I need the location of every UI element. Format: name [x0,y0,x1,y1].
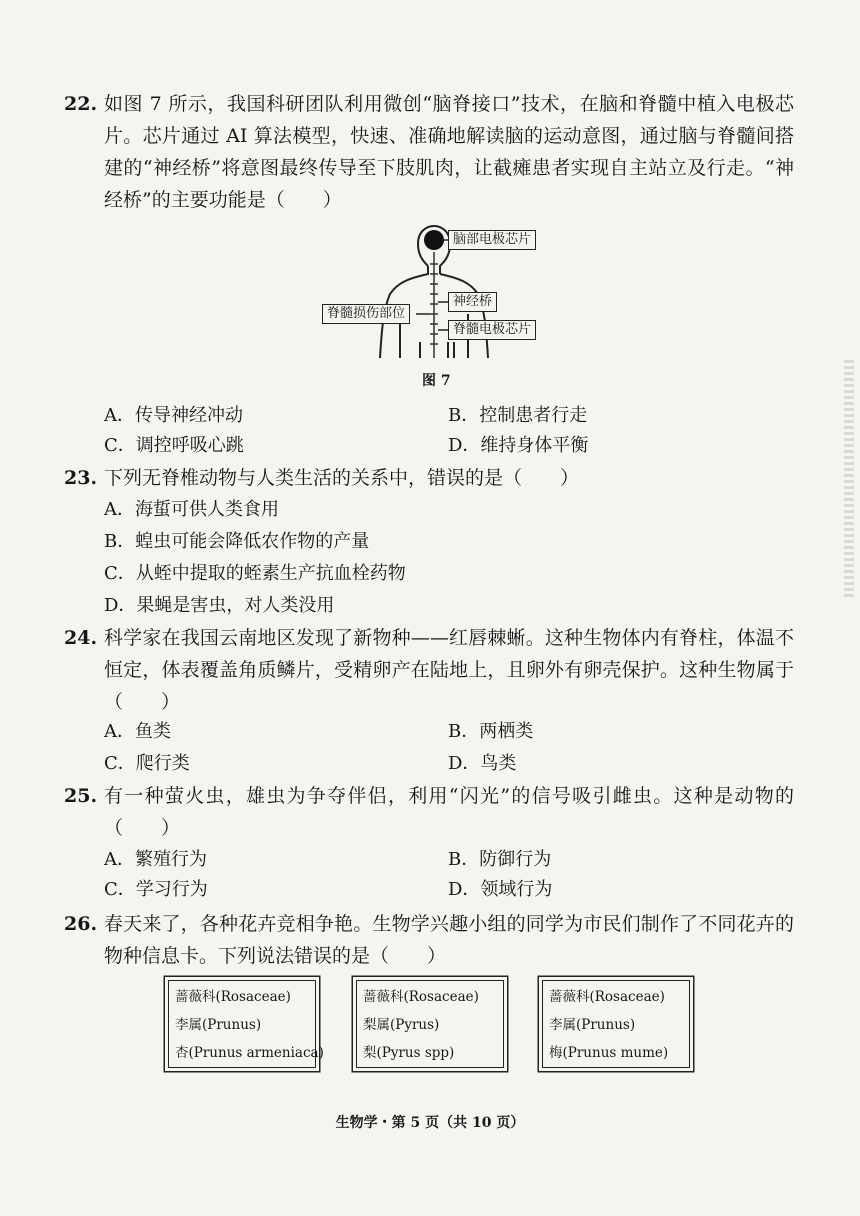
option-c[interactable]: C．学习行为 [104,879,208,900]
card-species: 梨(Pyrus spp) [363,1045,455,1061]
card-family: 蔷薇科(Rosaceae) [363,989,479,1005]
label-nerve-bridge: 神经桥 [448,292,497,312]
question-number: 24. [64,627,98,649]
option-b[interactable]: B．控制患者行走 [448,405,588,426]
card-genus: 李属(Prunus) [175,1017,262,1033]
question-text: 如图 7 所示，我国科研团队利用微创“脑脊接口”技术，在脑和脊髓中植入电极芯片。芯片通过 AI 算法模型，快速、准确地解读脑的运动意图，通过脑与脊髓间搭建的“神经桥”将意图最终传导至下肢肌肉，让截瘫患者实现自主站立及行走。“神经桥”的主要功能是（ ） [104,93,794,211]
option-d[interactable]: D．果蝇是害虫，对人类没用 [104,595,335,616]
card-genus: 梨属(Pyrus) [363,1017,440,1033]
option-b[interactable]: B．两栖类 [448,721,534,742]
option-c[interactable]: C．调控呼吸心跳 [104,435,244,456]
card-species: 杏(Prunus armeniaca) [175,1045,324,1061]
option-b[interactable]: B．防御行为 [448,849,552,870]
page-footer: 生物学・第 5 页（共 10 页） [335,1115,525,1131]
card-family: 蔷薇科(Rosaceae) [175,989,291,1005]
question-number: 23. [64,467,98,489]
figure-caption: 图 7 [422,373,451,389]
question-text: 科学家在我国云南地区发现了新物种——红唇棘蜥。这种生物体内有脊柱，体温不恒定，体表覆盖角质鳞片，受精卵产在陆地上，且卵外有卵壳保护。这种生物属于（ ） [104,627,794,713]
question-26 [64,908,794,972]
question-number: 25. [64,785,98,807]
question-23 [64,462,794,494]
option-d[interactable]: D．鸟类 [448,753,517,774]
option-a[interactable]: A．繁殖行为 [104,849,207,870]
card-family: 蔷薇科(Rosaceae) [549,989,665,1005]
species-card-pear [356,980,504,1068]
question-number: 22. [64,93,98,115]
question-text: 春天来了，各种花卉竞相争艳。生物学兴趣小组的同学为市民们制作了不同花卉的物种信息卡。下列说法错误的是（ ） [104,913,794,967]
question-text: 有一种萤火虫，雄虫为争夺伴侣，利用“闪光”的信号吸引雌虫。这种是动物的（ ） [104,785,794,839]
option-c[interactable]: C．爬行类 [104,753,190,774]
option-c[interactable]: C．从蛭中提取的蛭素生产抗血栓药物 [104,563,406,584]
option-b[interactable]: B．蝗虫可能会降低农作物的产量 [104,531,370,552]
question-text: 下列无脊椎动物与人类生活的关系中，错误的是（ ） [104,467,580,489]
option-d[interactable]: D．维持身体平衡 [448,435,589,456]
scan-edge-mark [844,360,854,600]
species-card-plum [542,980,690,1068]
card-genus: 李属(Prunus) [549,1017,636,1033]
option-d[interactable]: D．领域行为 [448,879,553,900]
question-22 [64,88,794,216]
question-25 [64,780,794,844]
species-card-apricot [168,980,324,1068]
label-brain-chip: 脑部电极芯片 [448,230,536,250]
question-number: 26. [64,913,98,935]
label-spinal-injury: 脊髓损伤部位 [322,304,410,324]
label-spinal-chip: 脊髓电极芯片 [448,320,536,340]
option-a[interactable]: A．海蜇可供人类食用 [104,499,279,520]
option-a[interactable]: A．传导神经冲动 [104,405,243,426]
card-species: 梅(Prunus mume) [549,1045,669,1061]
question-24 [64,622,794,718]
option-a[interactable]: A．鱼类 [104,721,171,742]
